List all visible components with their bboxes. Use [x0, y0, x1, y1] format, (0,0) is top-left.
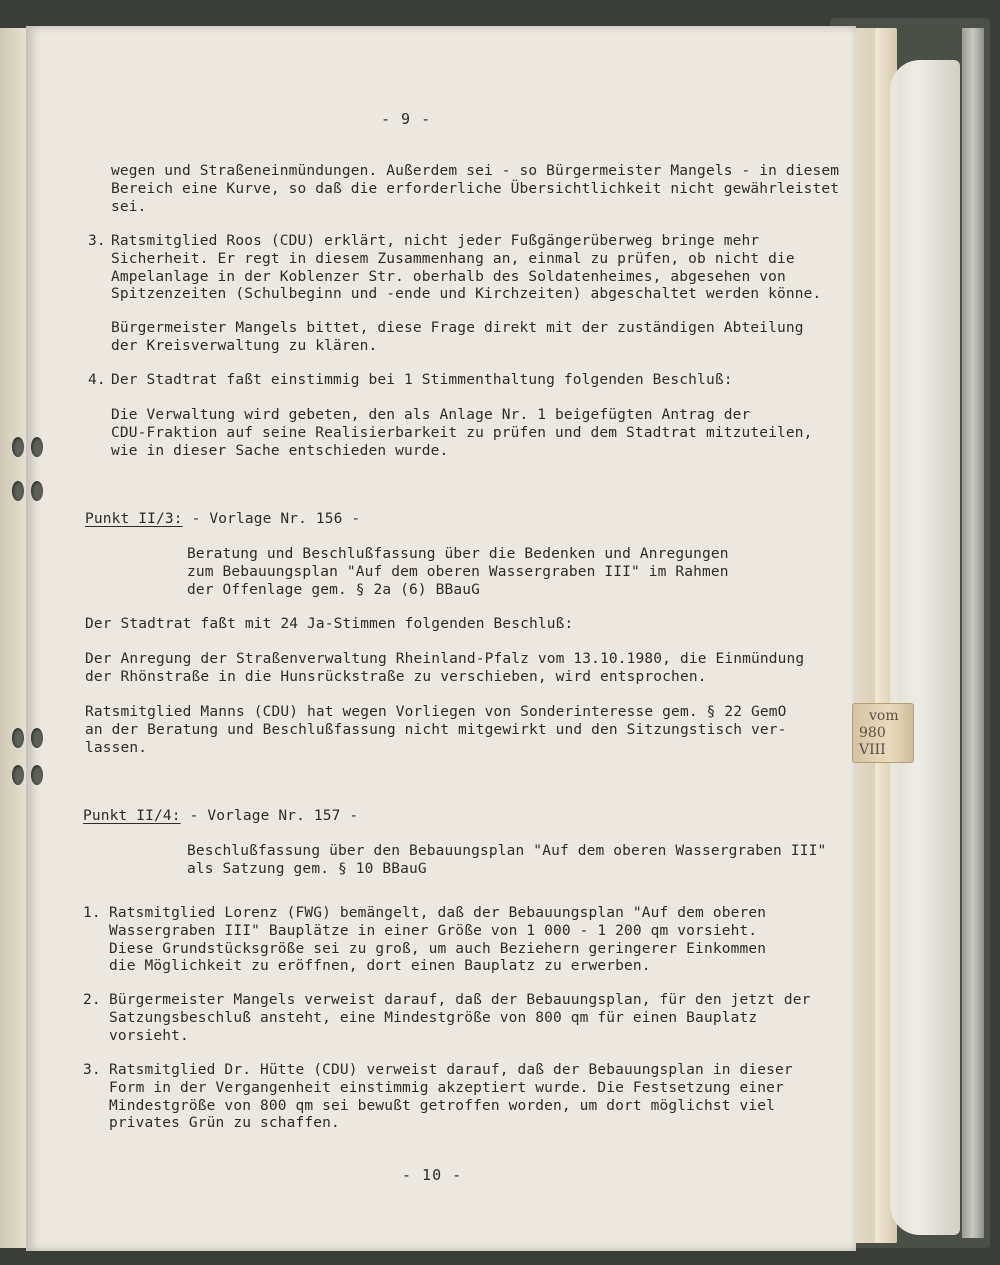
paragraph-manns: Ratsmitglied Manns (CDU) hat wegen Vorliegen von Sonderinteresse gem. § 22 GemO an der Beratung und Beschlußfassung nicht mitgewirkt und den Sitzungstisch ver- lassen.: [85, 704, 787, 756]
binder-hole: [31, 481, 43, 501]
page-number-top: - 9 -: [381, 110, 432, 128]
list-number: 1.: [83, 905, 101, 921]
binder-hole: [12, 437, 24, 457]
agenda-heading-ii-4: Punkt II/4: - Vorlage Nr. 157 -: [83, 808, 359, 824]
binder-hole: [12, 728, 24, 748]
binder-hole: [31, 728, 43, 748]
paragraph-roos: Ratsmitglied Roos (CDU) erklärt, nicht jeder Fußgängerüberweg bringe mehr Sicherheit. Er regt in diesem Zusammenhang an, einmal zu prüfen, ob nicht die Ampelanlage in der Koblenzer Str. oberhalb des Soldatenheimes, abgesehen von Spitzenzeiten (Schulbeginn und -ende und Kirchzeiten) abgeschaltet werden könne.: [111, 233, 822, 303]
paragraph-mangels-size: Bürgermeister Mangels verweist darauf, daß der Bebauungsplan, für den jetzt der Satzungsbeschluß ansteht, eine Mindestgröße von 800 qm für einen Bauplatz vorsieht.: [109, 992, 811, 1044]
agenda-subject: Beratung und Beschlußfassung über die Bedenken und Anregungen zum Bebauungsplan "Auf dem oberen Wassergraben III" im Rahmen der Offenlage gem. § 2a (6) BBauG: [187, 546, 729, 598]
paragraph-resolution: Die Verwaltung wird gebeten, den als Anlage Nr. 1 beigefügten Antrag der CDU-Fraktion auf seine Realisierbarkeit zu prüfen und dem Stadtrat mitzuteilen, wie in dieser Sache entschieden wurde.: [111, 407, 813, 459]
agenda-label: Punkt II/3:: [85, 511, 183, 527]
paragraph-road-authority: Der Anregung der Straßenverwaltung Rheinland-Pfalz vom 13.10.1980, die Einmündung der Rhönstraße in die Hunsrückstraße zu verschieben, wird entsprochen.: [85, 651, 805, 685]
binder-hole: [12, 481, 24, 501]
plastic-divider: [890, 60, 960, 1235]
list-number: 3.: [83, 1062, 101, 1078]
paragraph-decision: Der Stadtrat faßt einstimmig bei 1 Stimmenthaltung folgenden Beschluß:: [111, 372, 733, 388]
binder-hole: [31, 765, 43, 785]
paragraph-mangels-reply: Bürgermeister Mangels bittet, diese Frage direkt mit der zuständigen Abteilung der Kreisverwaltung zu klären.: [111, 320, 804, 354]
list-number: 3.: [88, 233, 106, 249]
tab-line: VIII: [859, 742, 886, 758]
paragraph-lorenz: Ratsmitglied Lorenz (FWG) bemängelt, daß der Bebauungsplan "Auf dem oberen Wassergraben III" Bauplätze in einer Größe von 1 000 - 1 200 qm vorsieht. Diese Grundstücksgröße sei zu groß, um auch Beziehern geringerer Einkommen die Möglichkeit zu eröffnen, dort einen Bauplatz zu erwerben.: [109, 905, 767, 975]
tab-line: vom: [869, 708, 899, 724]
page-number-bottom: - 10 -: [402, 1166, 463, 1184]
agenda-subject: Beschlußfassung über den Bebauungsplan "Auf dem oberen Wassergraben III" als Satzung gem. § 10 BBauG: [187, 843, 827, 877]
paragraph-huette: Ratsmitglied Dr. Hütte (CDU) verweist darauf, daß der Bebauungsplan in dieser Form in der Vergangenheit einstimmig akzeptiert wurde. Die Festsetzung einer Mindestgröße von 800 qm sei bewußt getroffen worden, um dort möglichst viel privates Grün zu schaffen.: [109, 1062, 793, 1132]
agenda-heading-ii-3: Punkt II/3: - Vorlage Nr. 156 -: [85, 511, 361, 527]
previous-page-edge: [0, 28, 26, 1248]
binder-spine: [962, 28, 984, 1238]
list-number: 4.: [88, 372, 106, 388]
document-page: [26, 26, 856, 1251]
agenda-label: Punkt II/4:: [83, 808, 181, 824]
paragraph-continuation: wegen und Straßeneinmündungen. Außerdem sei - so Bürgermeister Mangels - in diesem Bereich eine Kurve, so daß die erforderliche Übersichtlichkeit nicht gewährleistet sei.: [111, 163, 840, 215]
binder-hole: [12, 765, 24, 785]
tab-line: 980: [859, 725, 886, 741]
index-tab: [852, 703, 914, 763]
paragraph-vote: Der Stadtrat faßt mit 24 Ja-Stimmen folgenden Beschluß:: [85, 616, 574, 632]
list-number: 2.: [83, 992, 101, 1008]
binder-hole: [31, 437, 43, 457]
